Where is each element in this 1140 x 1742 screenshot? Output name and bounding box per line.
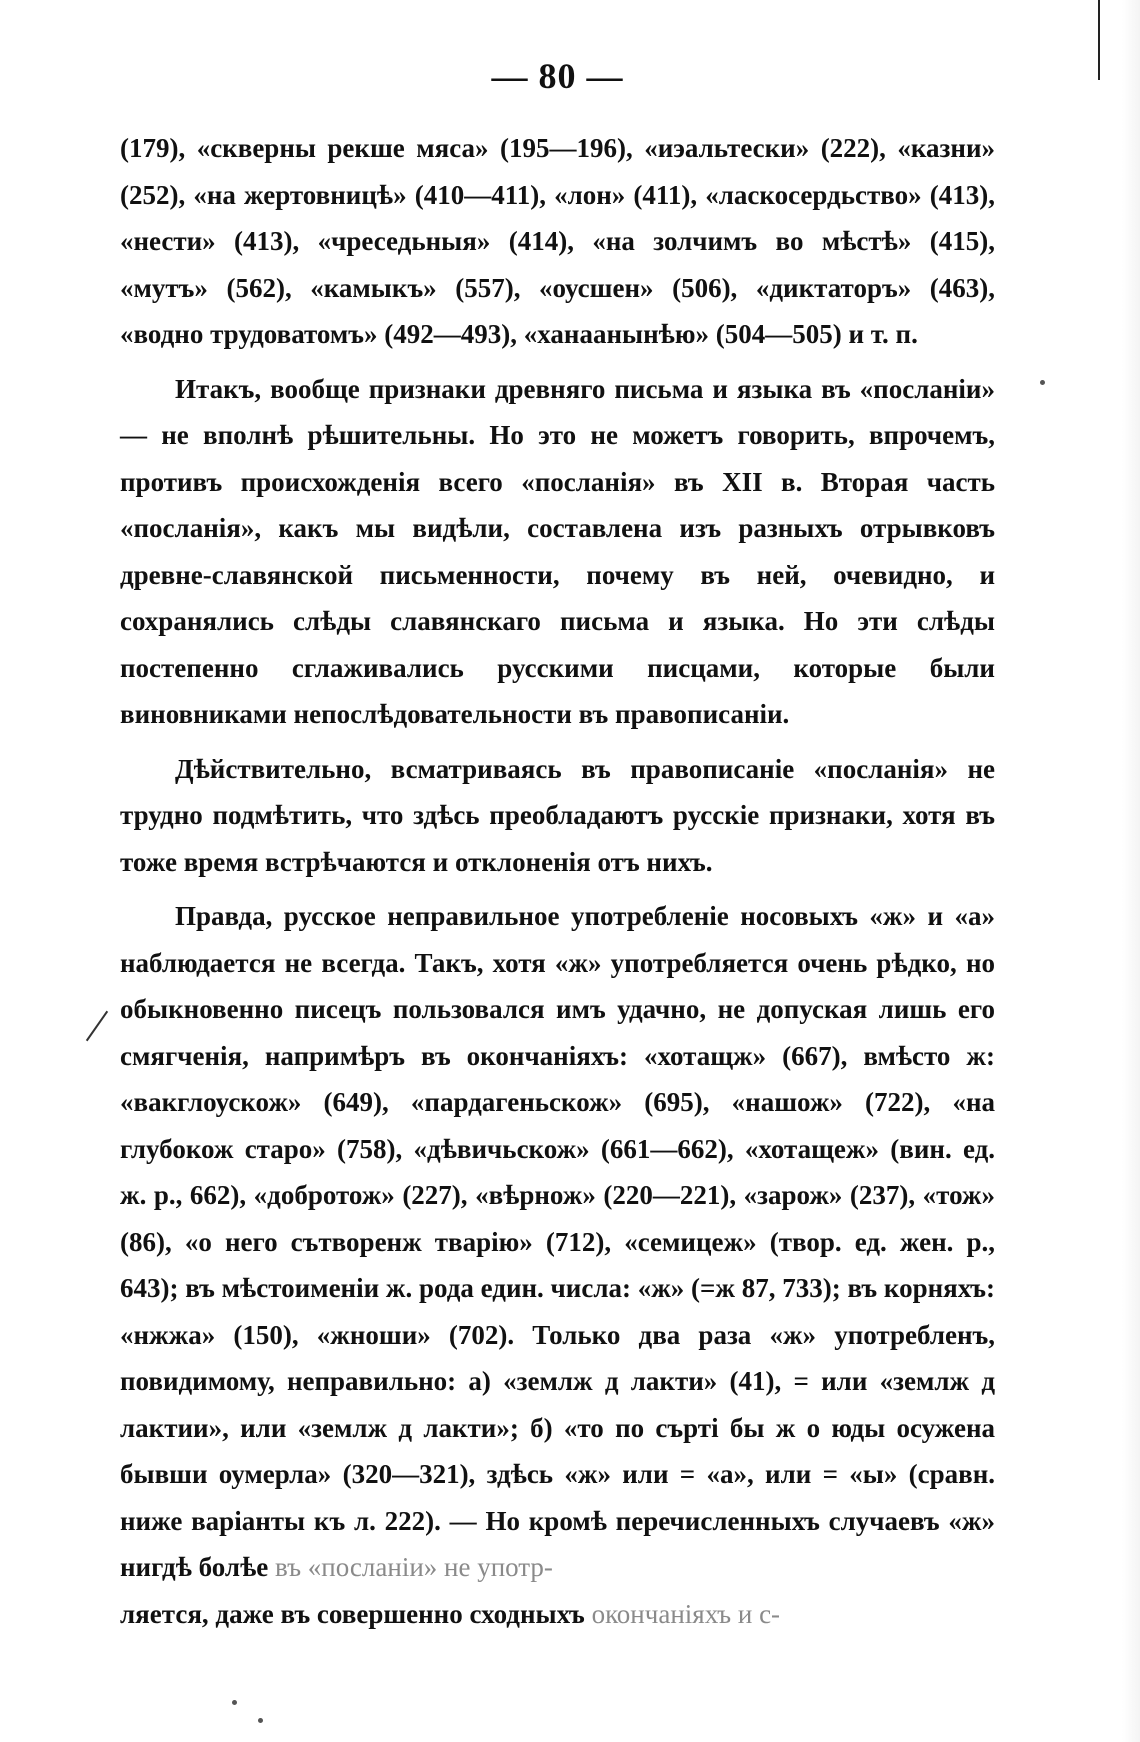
paragraph-text: Правда, русское неправильное употребленіе носовыхъ «ж» и «а» наблюдается не всегда. Такъ, хотя «ж» употребляется очень рѣдко, но обыкновенно писецъ пользовался имъ удачно, не допуская лишь его смягченія, напримѣръ въ окончаніяхъ: «хотащж» (667), вмѣсто ж: «вакглоускож» (649), «пардагеньскож» (695), «нашож» (722), «на глубокож старо» (758), «дѣвичьскож» (661—662), «хотащеж» (вин. ед. ж. р., 662), «добротож» (227), «вѣрнож» (220—221), «зарож» (237), «тож» (86), «о него сътворенж тварію» (712), «семицеж» (твор. ед. жен. р., 643); въ мѣстоименіи ж. рода един. числа: «ж» (=ж 87, 733); въ корняхъ: «нжжа» (150), «жноши» (702). Только два раза «ж» употребленъ, повидимому, неправильно: а) «землж д лакти» (41), = или «землж д лактии», или «землж д лакти»; б) «то по сърті бы ж о юды осужена бывши оумерла» (320—321), здѣсь «ж» или = «а», или = «ы» (сравн. ниже варіанты къ л. 222). — Но кромѣ перечисленныхъ случаевъ «ж» нигдѣ болѣе — [120, 901, 995, 1582]
paragraph-text: Итакъ, вообще признаки древняго письма и языка въ «посланіи» — не вполнѣ рѣшительны. Но это не можетъ говорить, впрочемъ, противъ происхожденія всего «посланія» въ XII в. Вторая часть «посланія», какъ мы видѣли, составлена изъ разныхъ отрывковъ древне-славянской письменности, почему въ ней, очевидно, и сохранялись слѣды славянскаго письма и языка. Но эти слѣды постепенно сглаживались русскими писцами, которые были виновниками непослѣдовательности въ правописаніи. — [120, 373, 995, 729]
scan-rule — [1098, 0, 1100, 80]
paragraph-examples — [120, 125, 995, 358]
scan-speck — [258, 1718, 263, 1723]
paragraph-conclusion — [120, 366, 995, 738]
page-number: — 80 — — [491, 56, 624, 96]
paragraph-text: ляется, даже въ совершенно сходныхъ — [120, 1598, 585, 1629]
scan-speck — [232, 1700, 237, 1705]
faded-text: окончаніяхъ и с- — [591, 1598, 781, 1629]
paragraph-nasals — [120, 893, 995, 1591]
scan-edge — [1122, 0, 1140, 1742]
book-page — [120, 55, 995, 1637]
margin-mark — [86, 1011, 108, 1042]
paragraph-text: Дѣйствительно, всматриваясь въ правописаніе «посланія» не трудно подмѣтить, что здѣсь преобладаютъ русскіе признаки, хотя въ тоже время встрѣчаются и отклоненія отъ нихъ. — [120, 753, 995, 877]
faded-text: въ «посланіи» не употр- — [275, 1552, 553, 1582]
paragraph-final-line — [120, 1591, 995, 1638]
paragraph-orthography — [120, 746, 995, 886]
scan-speck — [1040, 380, 1045, 385]
paragraph-text: (179), «скверны рекше мяса» (195—196), «иэальтески» (222), «казни» (252), «на жертовницѣ» (410—411), «лон» (411), «ласкосердьство» (413), «нести» (413), «чреседьныя» (414), «на золчимъ во мѣстѣ» (415), «мутъ» (562), «камыкъ» (557), «оусшен» (506), «диктаторъ» (463), «водно трудоватомъ» (492—493), «ханаанынѣю» (504—505) и т. п. — [120, 133, 995, 349]
